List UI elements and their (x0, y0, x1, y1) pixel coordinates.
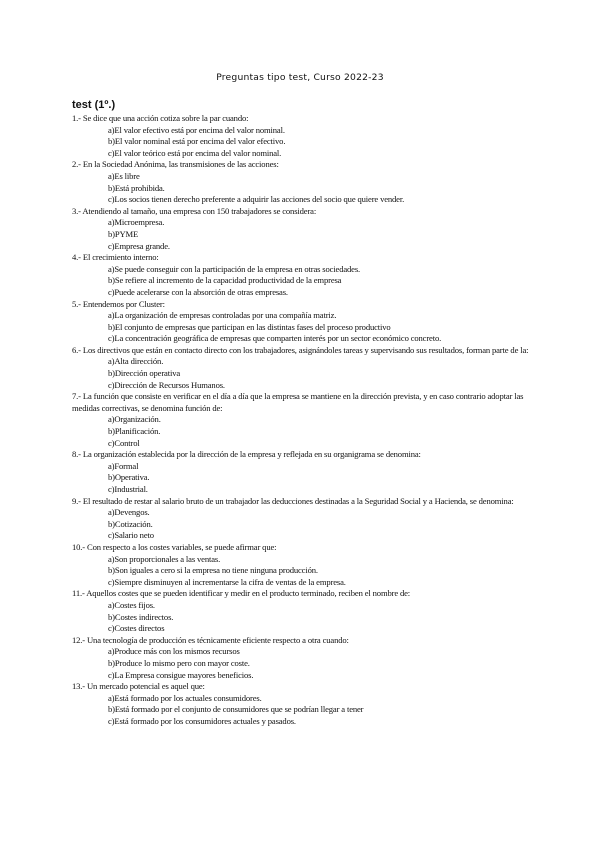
answer-option: c)Control (108, 437, 140, 448)
answer-option: a)Costes fijos. (108, 599, 155, 610)
question-item (72, 113, 532, 159)
answer-option: c)Costes directos (108, 623, 165, 634)
question-item (72, 588, 532, 634)
answer-option: c)Está formado por los consumidores actuales y pasados. (108, 715, 296, 726)
answer-option: b)PYME (108, 228, 139, 239)
test-heading: test (1º.) (72, 99, 116, 111)
answer-option: b)El valor nominal está por encima del valor efectivo. (108, 136, 286, 147)
question-item (72, 159, 532, 205)
answer-option: c)Empresa grande. (108, 240, 170, 251)
question-item (72, 542, 532, 588)
answer-option: b)Costes indirectos. (108, 611, 174, 622)
question-text: 12.- Una tecnología de producción es técnicamente eficiente respecto a otra cuando: (72, 634, 349, 645)
question-item (72, 252, 532, 298)
question-text: 4.- El crecimiento interno: (72, 252, 159, 263)
answer-option: a)Microempresa. (108, 217, 165, 228)
answer-option: a)Produce más con los mismos recursos (108, 646, 240, 657)
question-list (72, 113, 532, 727)
question-text: 7.- La función que consiste en verificar en el día a día que la empresa se mantiene en la dirección prevista, y en caso contrario adoptar las medidas correctivas, se denomina función de: (72, 391, 526, 413)
question-item (72, 345, 532, 391)
question-text: 5.- Entendemos por Cluster: (72, 298, 165, 309)
answer-option: b)Cotización. (108, 518, 153, 529)
question-item (72, 299, 532, 345)
answer-option: a)Se puede conseguir con la participación de la empresa en otras sociedades. (108, 263, 361, 274)
answer-option: c)Salario neto (108, 530, 154, 541)
answer-option: b)El conjunto de empresas que participan en las distintas fases del proceso productivo (108, 321, 391, 332)
question-text: 8.- La organización establecida por la dirección de la empresa y reflejada en su organigrama se denomina: (72, 449, 421, 460)
question-text: 2.- En la Sociedad Anónima, las transmisiones de las acciones: (72, 159, 279, 170)
answer-option: b)Operativa. (108, 472, 150, 483)
answer-option: b)Dirección operativa (108, 368, 181, 379)
question-item (72, 449, 532, 495)
answer-option: c)La concentración geográfica de empresas que comparten interés por un sector económico concreto. (108, 333, 442, 344)
answer-option: a)Está formado por los actuales consumidores. (108, 692, 262, 703)
answer-option: c)Puede acelerarse con la absorción de otras empresas. (108, 286, 288, 297)
answer-option: c)La Empresa consigue mayores beneficios. (108, 669, 254, 680)
question-item (72, 496, 532, 542)
answer-option: a)Organización. (108, 414, 161, 425)
answer-option: a)Formal (108, 460, 139, 471)
answer-option: c)El valor teórico está por encima del valor nominal. (108, 147, 282, 158)
question-text: 3.- Atendiendo al tamaño, una empresa con 150 trabajadores se considera: (72, 205, 317, 216)
answer-option: a)La organización de empresas controladas por una compañía matriz. (108, 310, 337, 321)
question-text: 13.- Un mercado potencial es aquel que: (72, 681, 205, 692)
answer-option: c)Dirección de Recursos Humanos. (108, 379, 225, 390)
question-item (72, 681, 532, 727)
question-text: 1.- Se dice que una acción cotiza sobre la par cuando: (72, 113, 249, 123)
answer-option: a)Alta dirección. (108, 356, 164, 367)
answer-option: b)Produce lo mismo pero con mayor coste. (108, 657, 250, 668)
answer-option: b)Está formado por el conjunto de consumidores que se podrían llegar a tener (108, 704, 364, 715)
question-text: 11.- Aquellos costes que se pueden identificar y medir en el producto terminado, reciben el nombre de: (72, 588, 411, 599)
document-title: Preguntas tipo test, Curso 2022-23 (216, 72, 384, 83)
answer-option: a)Devengos. (108, 507, 150, 518)
question-item (72, 391, 532, 449)
question-text: 6.- Los directivos que están en contacto directo con los trabajadores, asignándoles tareas y supervisando sus resultados, forman parte de la: (72, 344, 529, 355)
question-item (72, 635, 532, 681)
answer-option: c)Industrial. (108, 484, 148, 494)
question-item (72, 206, 532, 252)
answer-option: b)Se refiere al incremento de la capacidad productividad de la empresa (108, 275, 342, 286)
answer-option: b)Planificación. (108, 426, 161, 437)
answer-option: a)Es libre (108, 170, 140, 181)
answer-option: b)Está prohibida. (108, 182, 165, 193)
answer-option: a)Son proporcionales a las ventas. (108, 553, 221, 564)
answer-option: c)Siempre disminuyen al incrementarse la cifra de ventas de la empresa. (108, 576, 346, 587)
answer-option: c)Los socios tienen derecho preferente a adquirir las acciones del socio que quiere vender. (108, 194, 405, 205)
answer-option: a)El valor efectivo está por encima del valor nominal. (108, 124, 285, 135)
answer-option: b)Son iguales a cero si la empresa no tiene ninguna producción. (108, 565, 318, 576)
question-text: 9.- El resultado de restar al salario bruto de un trabajador las deducciones destinadas a la Seguridad Social y a Hacienda, se denomina: (72, 495, 514, 506)
question-text: 10.- Con respecto a los costes variables, se puede afirmar que: (72, 541, 277, 552)
